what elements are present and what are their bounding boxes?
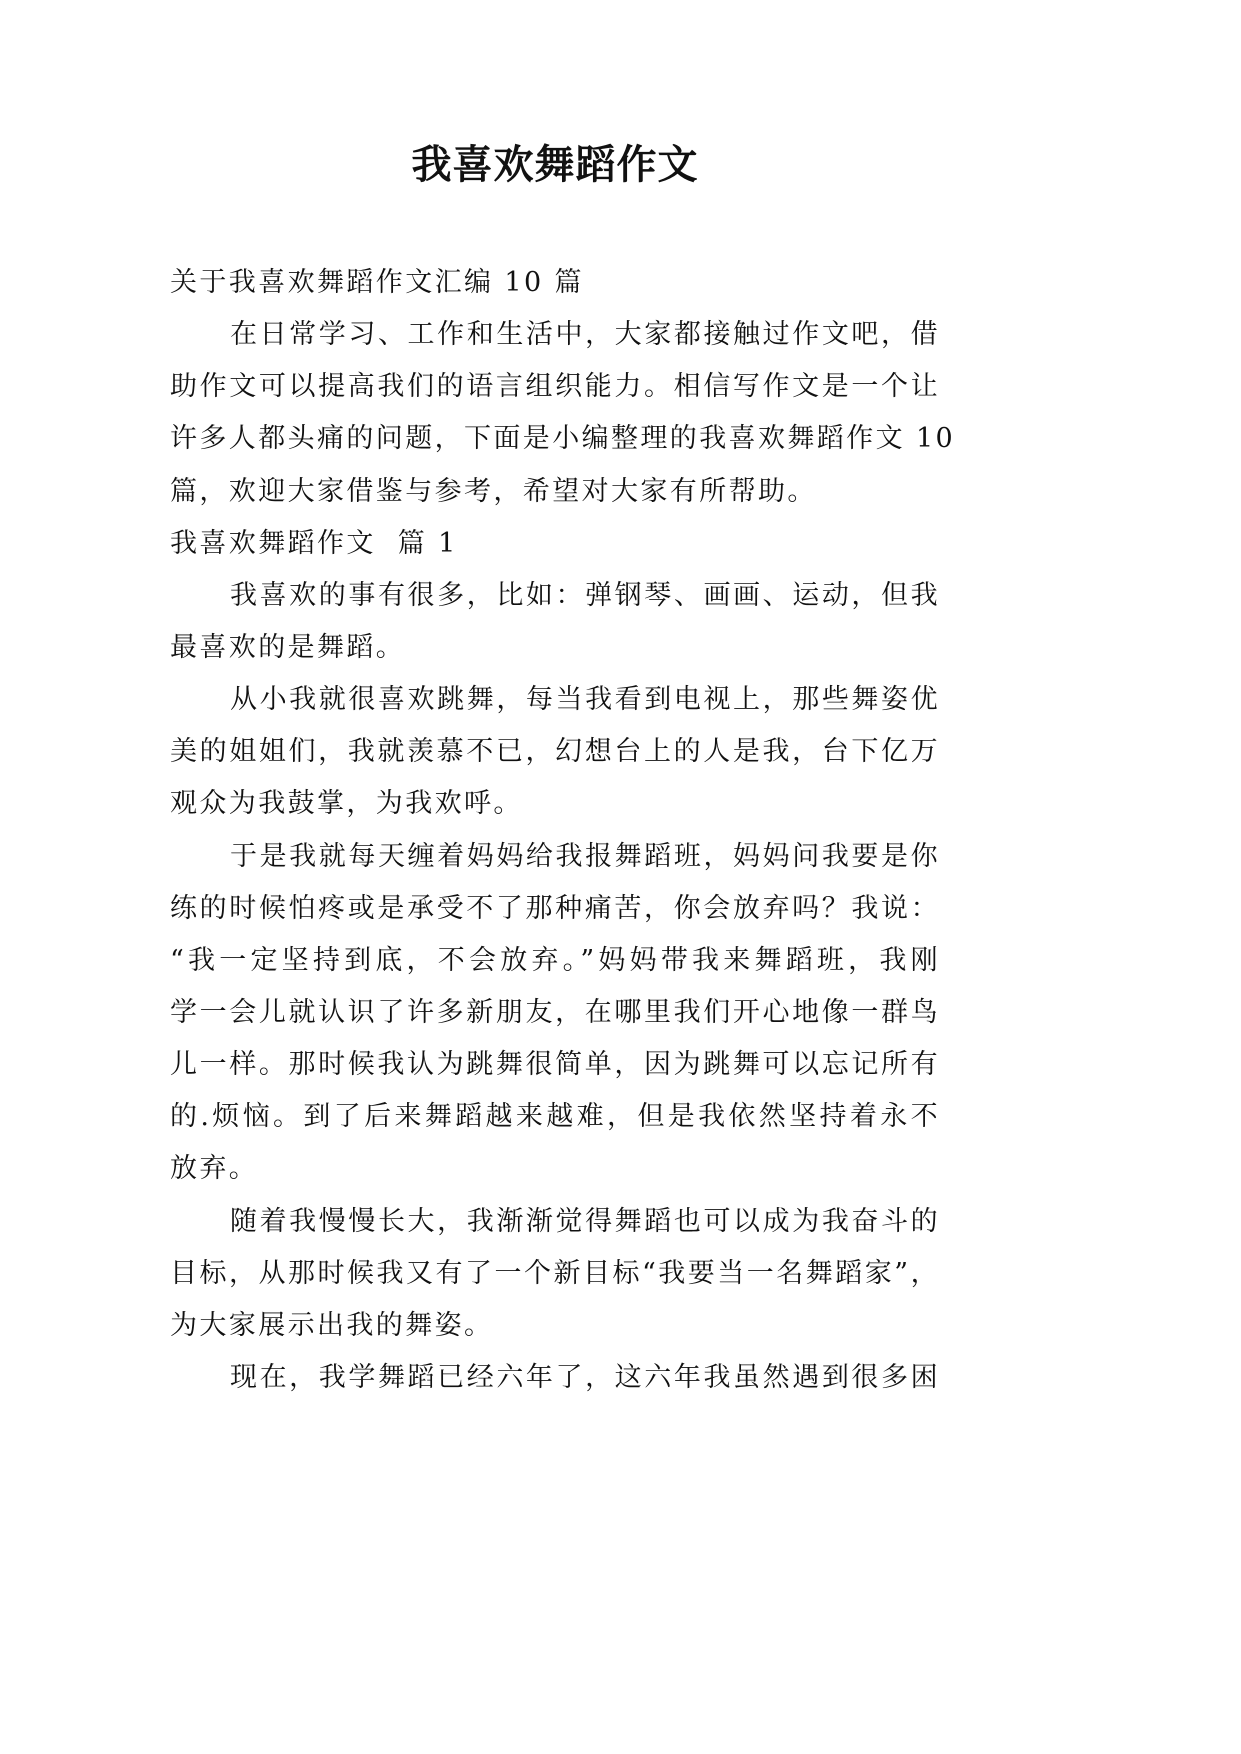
- document-body: [170, 257, 956, 1404]
- body-paragraph: [170, 1352, 940, 1404]
- text-line: 从小我就很喜欢跳舞，每当我看到电视上，那些舞姿优: [230, 684, 940, 716]
- text-line: 助作文可以提高我们的语言组织能力。相信写作文是一个让: [170, 371, 940, 403]
- collection-line: 关于我喜欢舞蹈作文汇编 10 篇: [170, 267, 584, 298]
- document-title: 我喜欢舞蹈作文: [411, 141, 699, 188]
- text-line: 的.烦恼。到了后来舞蹈越来越难，但是我依然坚持着永不: [170, 1101, 940, 1133]
- text-line: 美的姐姐们，我就羡慕不已，幻想台上的人是我，台下亿万: [170, 736, 940, 768]
- text-line: 放弃。: [170, 1153, 259, 1185]
- text-line: 许多人都头痛的问题，下面是小编整理的我喜欢舞蹈作文 10: [170, 423, 956, 455]
- text-line: 在日常学习、工作和生活中，大家都接触过作文吧，借: [230, 319, 940, 351]
- body-paragraph: [170, 1196, 940, 1352]
- text-line: 目标，从那时候我又有了一个新目标“我要当一名舞蹈家”，: [170, 1257, 940, 1289]
- text-line: 于是我就每天缠着妈妈给我报舞蹈班，妈妈问我要是你: [230, 840, 940, 872]
- text-line: 学一会儿就认识了许多新朋友，在哪里我们开心地像一群鸟: [170, 996, 940, 1028]
- intro-paragraph: [170, 309, 956, 518]
- text-line: 篇，欢迎大家借鉴与参考，希望对大家有所帮助。: [170, 475, 817, 507]
- text-line: “我一定坚持到底，不会放弃。”妈妈带我来舞蹈班，我刚: [170, 944, 940, 976]
- text-line: 儿一样。那时候我认为跳舞很简单，因为跳舞可以忘记所有: [170, 1049, 940, 1081]
- text-line: 为大家展示出我的舞姿。: [170, 1309, 494, 1341]
- section-heading: 我喜欢舞蹈作文 篇 1: [170, 527, 458, 559]
- text-line: 最喜欢的是舞蹈。: [170, 631, 406, 663]
- body-paragraph: [170, 570, 940, 674]
- text-line: 我喜欢的事有很多，比如：弹钢琴、画画、运动，但我: [230, 579, 940, 611]
- text-line: 随着我慢慢长大，我渐渐觉得舞蹈也可以成为我奋斗的: [230, 1205, 940, 1237]
- text-line: 观众为我鼓掌，为我欢呼。: [170, 788, 523, 820]
- text-line: 现在，我学舞蹈已经六年了，这六年我虽然遇到很多困: [230, 1361, 940, 1393]
- body-paragraph: [170, 831, 940, 1196]
- text-line: 练的时候怕疼或是承受不了那种痛苦，你会放弃吗？我说：: [170, 892, 940, 924]
- body-paragraph: [170, 674, 940, 830]
